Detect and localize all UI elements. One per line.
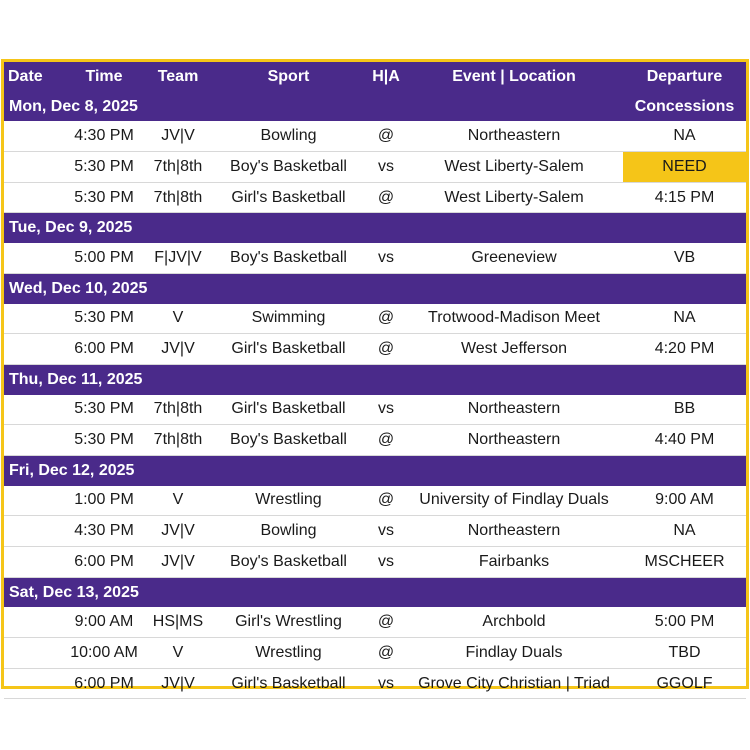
event-home-away: @: [367, 607, 405, 637]
event-team: JV|V: [146, 668, 210, 699]
header-time: Time: [62, 62, 146, 92]
event-location: West Liberty-Salem: [405, 182, 623, 213]
event-team: 7th|8th: [146, 425, 210, 456]
event-sport: Wrestling: [210, 638, 367, 669]
event-time: 6:00 PM: [62, 668, 146, 699]
event-home-away: vs: [367, 152, 405, 183]
event-row: [4, 304, 746, 334]
event-home-away: @: [367, 425, 405, 456]
event-team: 7th|8th: [146, 395, 210, 425]
event-time: 5:30 PM: [62, 395, 146, 425]
date-spacer: [4, 395, 62, 425]
event-team: JV|V: [146, 334, 210, 365]
date-spacer: [4, 243, 62, 273]
date-spacer: [4, 152, 62, 183]
day-label: Mon, Dec 8, 2025: [4, 92, 623, 122]
event-home-away: @: [367, 486, 405, 516]
concessions-label: [623, 364, 746, 394]
event-home-away: vs: [367, 668, 405, 699]
event-departure: 4:15 PM: [623, 182, 746, 213]
day-header-row: [4, 92, 746, 122]
event-location: Northeastern: [405, 516, 623, 547]
event-sport: Boy's Basketball: [210, 547, 367, 578]
day-header-row: [4, 273, 746, 303]
event-departure: 5:00 PM: [623, 607, 746, 637]
event-location: Archbold: [405, 607, 623, 637]
header-event-location: Event | Location: [405, 62, 623, 92]
day-label: Thu, Dec 11, 2025: [4, 364, 623, 394]
event-sport: Wrestling: [210, 486, 367, 516]
event-location: University of Findlay Duals: [405, 486, 623, 516]
date-spacer: [4, 516, 62, 547]
event-home-away: @: [367, 638, 405, 669]
event-location: West Liberty-Salem: [405, 152, 623, 183]
event-time: 5:00 PM: [62, 243, 146, 273]
header-date: Date: [4, 62, 62, 92]
event-departure: NA: [623, 304, 746, 334]
event-team: V: [146, 304, 210, 334]
event-departure: NEED: [623, 152, 746, 183]
event-sport: Bowling: [210, 516, 367, 547]
concessions-label: [623, 455, 746, 485]
schedule-table: [4, 62, 746, 699]
concessions-label: [623, 577, 746, 607]
event-location: Trotwood-Madison Meet: [405, 304, 623, 334]
date-spacer: [4, 304, 62, 334]
concessions-label: Concessions: [623, 92, 746, 122]
event-row: [4, 121, 746, 151]
event-departure: BB: [623, 395, 746, 425]
event-team: JV|V: [146, 121, 210, 151]
header-team: Team: [146, 62, 210, 92]
day-label: Tue, Dec 9, 2025: [4, 213, 623, 243]
day-header-row: [4, 364, 746, 394]
concessions-label: [623, 213, 746, 243]
event-home-away: vs: [367, 243, 405, 273]
event-departure: NA: [623, 121, 746, 151]
event-time: 4:30 PM: [62, 121, 146, 151]
date-spacer: [4, 607, 62, 637]
event-departure: 4:40 PM: [623, 425, 746, 456]
event-home-away: vs: [367, 395, 405, 425]
day-header-row: [4, 213, 746, 243]
event-location: West Jefferson: [405, 334, 623, 365]
event-time: 1:00 PM: [62, 486, 146, 516]
event-row: [4, 547, 746, 578]
date-spacer: [4, 425, 62, 456]
event-sport: Boy's Basketball: [210, 243, 367, 273]
event-team: V: [146, 638, 210, 669]
event-departure: GGOLF: [623, 668, 746, 699]
event-time: 5:30 PM: [62, 304, 146, 334]
event-sport: Girl's Basketball: [210, 395, 367, 425]
event-home-away: @: [367, 334, 405, 365]
event-sport: Boy's Basketball: [210, 425, 367, 456]
event-row: [4, 243, 746, 273]
event-time: 10:00 AM: [62, 638, 146, 669]
event-sport: Swimming: [210, 304, 367, 334]
date-spacer: [4, 486, 62, 516]
date-spacer: [4, 182, 62, 213]
event-time: 5:30 PM: [62, 152, 146, 183]
event-row: [4, 668, 746, 699]
date-spacer: [4, 334, 62, 365]
date-spacer: [4, 121, 62, 151]
event-row: [4, 486, 746, 516]
event-row: [4, 425, 746, 456]
event-team: JV|V: [146, 516, 210, 547]
day-header-row: [4, 455, 746, 485]
event-sport: Girl's Basketball: [210, 668, 367, 699]
event-location: Northeastern: [405, 395, 623, 425]
event-home-away: vs: [367, 547, 405, 578]
event-row: [4, 516, 746, 547]
event-location: Northeastern: [405, 425, 623, 456]
event-sport: Bowling: [210, 121, 367, 151]
event-departure: NA: [623, 516, 746, 547]
day-header-row: [4, 577, 746, 607]
event-departure: MSCHEER: [623, 547, 746, 578]
event-row: [4, 152, 746, 183]
event-sport: Girl's Basketball: [210, 182, 367, 213]
event-time: 6:00 PM: [62, 334, 146, 365]
header-ha: H|A: [367, 62, 405, 92]
event-team: HS|MS: [146, 607, 210, 637]
event-time: 5:30 PM: [62, 425, 146, 456]
event-row: [4, 334, 746, 365]
event-location: Findlay Duals: [405, 638, 623, 669]
event-team: JV|V: [146, 547, 210, 578]
header-departure: Departure: [623, 62, 746, 92]
event-time: 6:00 PM: [62, 547, 146, 578]
event-team: 7th|8th: [146, 152, 210, 183]
event-home-away: @: [367, 121, 405, 151]
date-spacer: [4, 547, 62, 578]
schedule-body: [4, 92, 746, 699]
event-row: [4, 607, 746, 637]
event-home-away: @: [367, 304, 405, 334]
event-sport: Girl's Basketball: [210, 334, 367, 365]
event-row: [4, 638, 746, 669]
date-spacer: [4, 668, 62, 699]
event-team: F|JV|V: [146, 243, 210, 273]
schedule-frame: [1, 59, 749, 692]
event-departure: 4:20 PM: [623, 334, 746, 365]
event-sport: Boy's Basketball: [210, 152, 367, 183]
event-home-away: vs: [367, 516, 405, 547]
concessions-label: [623, 273, 746, 303]
event-row: [4, 182, 746, 213]
event-location: Fairbanks: [405, 547, 623, 578]
event-location: Grove City Christian | Triad: [405, 668, 623, 699]
header-row: [4, 62, 746, 92]
event-location: Northeastern: [405, 121, 623, 151]
day-label: Fri, Dec 12, 2025: [4, 455, 623, 485]
day-label: Sat, Dec 13, 2025: [4, 577, 623, 607]
date-spacer: [4, 638, 62, 669]
event-sport: Girl's Wrestling: [210, 607, 367, 637]
event-departure: VB: [623, 243, 746, 273]
day-label: Wed, Dec 10, 2025: [4, 273, 623, 303]
event-departure: 9:00 AM: [623, 486, 746, 516]
event-team: V: [146, 486, 210, 516]
event-departure: TBD: [623, 638, 746, 669]
header-sport: Sport: [210, 62, 367, 92]
event-row: [4, 395, 746, 425]
event-time: 4:30 PM: [62, 516, 146, 547]
event-location: Greeneview: [405, 243, 623, 273]
event-team: 7th|8th: [146, 182, 210, 213]
event-home-away: @: [367, 182, 405, 213]
event-time: 5:30 PM: [62, 182, 146, 213]
event-time: 9:00 AM: [62, 607, 146, 637]
